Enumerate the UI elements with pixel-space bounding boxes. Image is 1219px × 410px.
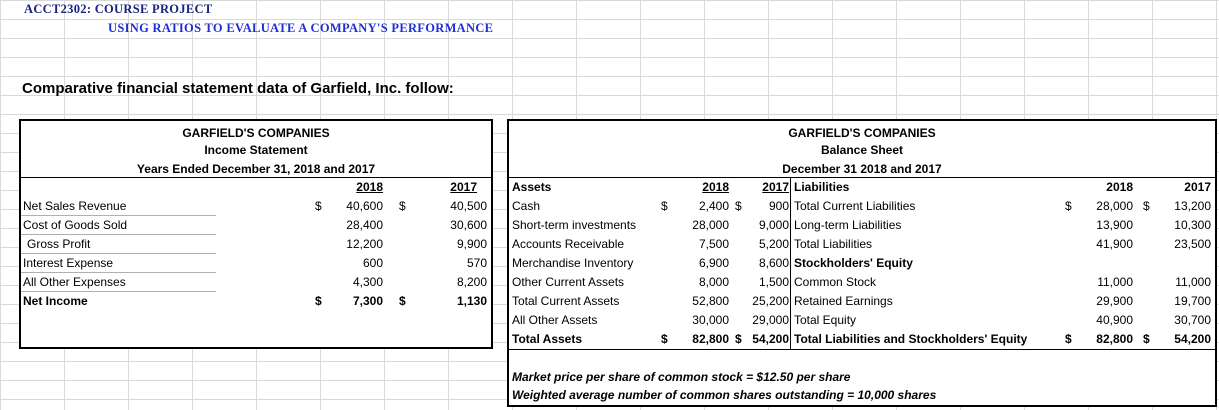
asset-row-label: Short-term investments — [512, 218, 637, 232]
income-value-2018: 7,300 — [352, 294, 383, 308]
liability-row-label: Total Equity — [794, 313, 857, 327]
asset-value-2018: 82,800 — [692, 332, 729, 346]
income-value-2017: 8,200 — [456, 275, 487, 289]
assets-header: Assets — [512, 180, 552, 194]
asset-value-2017: 1,500 — [758, 275, 789, 289]
income-col-2017: 2017 — [450, 180, 477, 194]
asset-row-label: Total Assets — [512, 332, 583, 346]
asset-value-2018: 8,000 — [698, 275, 729, 289]
income-value-2018: 40,600 — [346, 199, 383, 213]
asset-value-2018: 52,800 — [692, 294, 729, 308]
income-row-label: Net Income — [23, 294, 88, 308]
asset-value-2018: 2,400 — [698, 199, 729, 213]
asset-value-2017: 9,000 — [758, 218, 789, 232]
balance-sheet — [507, 119, 1217, 407]
income-statement — [19, 119, 493, 349]
income-row-label: All Other Expenses — [23, 275, 126, 289]
income-value-2017: 40,500 — [450, 199, 487, 213]
assets-col-2018: 2018 — [702, 180, 729, 194]
income-col-2018: 2018 — [356, 180, 383, 194]
liability-value-2018: 11,000 — [1097, 275, 1133, 289]
dollar-sign: $ — [315, 294, 322, 308]
liability-value-2018: 82,800 — [1096, 332, 1133, 346]
liability-value-2018: 41,900 — [1096, 237, 1133, 251]
asset-row-label: Cash — [512, 199, 541, 213]
liability-value-2017: 10,300 — [1174, 218, 1211, 232]
income-company: GARFIELD'S COMPANIES — [182, 126, 330, 140]
liability-value-2018: 40,900 — [1096, 313, 1133, 327]
income-value-2017: 30,600 — [450, 218, 487, 232]
income-row-label: Gross Profit — [27, 237, 91, 251]
liability-value-2017: 54,200 — [1174, 332, 1211, 346]
balance-company: GARFIELD'S COMPANIES — [788, 126, 936, 140]
liab-col-2018: 2018 — [1106, 180, 1133, 194]
asset-row-label: Other Current Assets — [512, 275, 625, 289]
liability-row-label: Retained Earnings — [794, 294, 893, 308]
liability-row-label: Total Liabilities — [794, 237, 873, 251]
dollar-sign: $ — [1065, 199, 1072, 213]
income-value-2018: 600 — [362, 256, 383, 270]
income-value-2018: 4,300 — [352, 275, 383, 289]
asset-row-label: Total Current Assets — [512, 294, 620, 308]
asset-value-2018: 30,000 — [692, 313, 729, 327]
income-value-2017: 1,130 — [456, 294, 487, 308]
asset-value-2017: 54,200 — [752, 332, 789, 346]
project-subtitle: USING RATIOS TO EVALUATE A COMPANY'S PERFORMANCE — [108, 21, 494, 35]
asset-value-2017: 5,200 — [758, 237, 789, 251]
assets-col-2017: 2017 — [762, 180, 789, 194]
asset-value-2018: 7,500 — [698, 237, 729, 251]
intro-text: Comparative financial statement data of Garfield, Inc. follow: — [22, 80, 454, 97]
dollar-sign: $ — [735, 199, 742, 213]
income-row-label: Interest Expense — [23, 256, 114, 270]
asset-value-2017: 8,600 — [758, 256, 789, 270]
dollar-sign: $ — [1065, 332, 1072, 346]
income-value-2018: 28,400 — [346, 218, 383, 232]
notes-divider — [509, 349, 1215, 350]
dollar-sign: $ — [1143, 332, 1150, 346]
asset-row-label: Merchandise Inventory — [512, 256, 634, 270]
income-row-label: Net Sales Revenue — [23, 199, 127, 213]
liability-value-2017: 11,000 — [1175, 275, 1211, 289]
dollar-sign: $ — [661, 332, 668, 346]
dollar-sign: $ — [399, 199, 406, 213]
income-value-2017: 9,900 — [456, 237, 487, 251]
income-period: Years Ended December 31, 2018 and 2017 — [136, 162, 376, 176]
liab-col-2017: 2017 — [1184, 180, 1211, 194]
balance-title: Balance Sheet — [820, 143, 904, 157]
liability-row-label: Total Liabilities and Stockholders' Equity — [794, 332, 1028, 346]
liability-row-label: Long-term Liabilities — [794, 218, 902, 232]
liability-row-label: Total Current Liabilities — [794, 199, 916, 213]
balance-header-divider — [509, 177, 1215, 178]
liabilities-header: Liabilities — [794, 180, 850, 194]
dollar-sign: $ — [399, 294, 406, 308]
liability-value-2017: 19,700 — [1174, 294, 1211, 308]
income-value-2018: 12,200 — [346, 237, 383, 251]
liability-value-2017: 30,700 — [1174, 313, 1211, 327]
balance-period: December 31 2018 and 2017 — [782, 162, 942, 176]
liability-value-2018: 29,900 — [1096, 294, 1133, 308]
liability-row-label: Common Stock — [794, 275, 877, 289]
income-header-divider — [21, 177, 491, 178]
dollar-sign: $ — [1143, 199, 1150, 213]
income-row-label: Cost of Goods Sold — [23, 218, 128, 232]
income-title: Income Statement — [204, 143, 308, 157]
dollar-sign: $ — [315, 199, 322, 213]
shares-outstanding-note: Weighted average number of common shares outstanding = 10,000 shares — [512, 388, 937, 402]
dollar-sign: $ — [735, 332, 742, 346]
asset-value-2017: 29,000 — [752, 313, 789, 327]
asset-row-label: Accounts Receivable — [512, 237, 625, 251]
asset-value-2018: 6,900 — [698, 256, 729, 270]
asset-value-2017: 25,200 — [752, 294, 789, 308]
dollar-sign: $ — [661, 199, 668, 213]
income-value-2017: 570 — [466, 256, 487, 270]
liability-value-2018: 28,000 — [1096, 199, 1133, 213]
asset-value-2017: 900 — [768, 199, 789, 213]
market-price-note: Market price per share of common stock = $12.50 per share — [512, 370, 851, 384]
liability-value-2017: 23,500 — [1174, 237, 1211, 251]
asset-row-label: All Other Assets — [512, 313, 598, 327]
liability-value-2018: 13,900 — [1096, 218, 1133, 232]
liability-row-label: Stockholders' Equity — [794, 256, 913, 270]
course-title: ACCT2302: COURSE PROJECT — [24, 2, 213, 16]
liability-value-2017: 13,200 — [1174, 199, 1211, 213]
asset-value-2018: 28,000 — [692, 218, 729, 232]
